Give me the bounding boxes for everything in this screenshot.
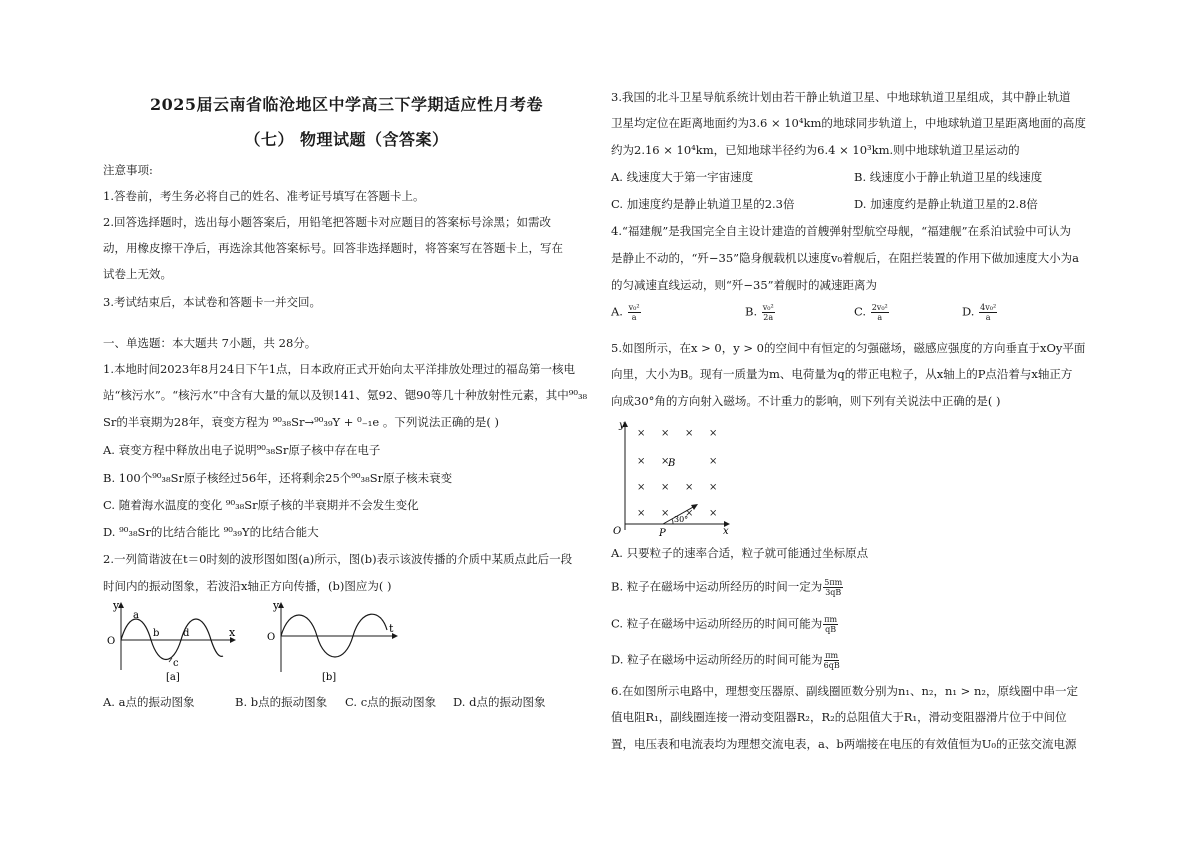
field-cross: ×: [685, 428, 694, 439]
point-b-label: b: [153, 628, 160, 639]
field-cross: ×: [661, 482, 670, 493]
question-4-text: 4.“福建舰”是我国完全自主设计建造的首艘弹射型航空母舰，“福建舰”在系泊试验中可认为: [611, 224, 1071, 238]
axis-y-label: y: [273, 600, 280, 612]
question-1-option-d: D. ⁹⁰₃₈Sr的比结合能比 ⁹⁰₃₉Y的比结合能大: [103, 525, 319, 539]
field-cross: ×: [661, 508, 670, 519]
field-cross: ×: [661, 456, 670, 467]
notice-item-2: 试卷上无效。: [103, 267, 172, 281]
axis-x-label: x: [229, 626, 236, 639]
question-1-text: 1.本地时间2023年8月24日下午1点，日本政府正式开始向太平洋排放处理过的福岛第一核电: [103, 362, 576, 376]
field-cross: ×: [637, 508, 646, 519]
axis-y-label: y: [619, 420, 625, 431]
wave-figure-a: [103, 600, 253, 686]
origin-label: O: [613, 526, 622, 537]
figure-b-caption: [b]: [322, 672, 337, 683]
question-5-option-d: D. 粒子在磁场中运动所经历的时间可能为 $\frac{\pi m}{6qB}$: [611, 651, 840, 670]
question-6-text: 6.在如图所示电路中，理想变压器原、副线圈匝数分别为n₁、n₂，n₁ > n₂，原线圈中串一定: [611, 684, 1078, 698]
question-1-text: 站“核污水”。“核污水”中含有大量的氚以及钡141、氪92、锶90等几十种放射性元素，其中⁹⁰₃₈: [103, 388, 588, 402]
question-1-text: Sr的半衰期为28年，衰变方程为 ⁹⁰₃₈Sr→⁹⁰₃₉Y + ⁰₋₁e 。下列说法正确的是( ): [103, 415, 499, 429]
page-title: 2025届云南省临沧地区中学高三下学期适应性月考卷: [149, 95, 544, 114]
question-3-option-d: D. 加速度约是静止轨道卫星的2.8倍: [854, 197, 1038, 211]
question-4-option-b: B. $\frac{\text{v₀²}}{2a}$: [745, 303, 774, 322]
field-cross: ×: [685, 482, 694, 493]
field-cross: ×: [709, 482, 718, 493]
field-cross: ×: [709, 508, 718, 519]
notice-item-2: 动，用橡皮擦干净后，再选涂其他答案标号。回答非选择题时，将答案写在答题卡上，写在: [103, 241, 563, 255]
notice-heading: 注意事项:: [103, 163, 153, 177]
question-2-option-b: B. b点的振动图象: [235, 695, 328, 709]
question-1-option-b: B. 100个⁹⁰₃₈Sr原子核经过56年，还将剩余25个⁹⁰₃₈Sr原子核未衰变: [103, 471, 453, 485]
origin-label: O: [267, 632, 276, 643]
question-1-option-a: A. 衰变方程中释放出电子说明⁹⁰₃₈Sr原子核中存在电子: [103, 443, 381, 457]
field-cross: ×: [637, 428, 646, 439]
point-d-label: d: [183, 628, 190, 639]
point-a-label: a: [133, 610, 139, 621]
angle-label: 30°: [674, 515, 689, 524]
field-cross: ×: [637, 456, 646, 467]
question-5-text: 向成30°角的方向射入磁场。不计重力的影响，则下列有关说法中正确的是( ): [611, 394, 1001, 408]
point-c-label: c: [173, 658, 179, 669]
notice-item-3: 3.考试结束后，本试卷和答题卡一并交回。: [103, 295, 321, 309]
wave-figure-b: [267, 600, 407, 686]
question-4-text: 的匀减速直线运动，则“歼−35”着舰时的减速距离为: [611, 278, 878, 292]
field-cross: ×: [709, 428, 718, 439]
question-4-text: 是静止不动的，“歼−35”隐身舰载机以速度v₀着舰后，在阻拦装置的作用下做加速度大小为a: [611, 251, 1079, 265]
question-6-text: 值电阻R₁，副线圈连接一滑动变阻器R₂，R₂的总阻值大于R₁，滑动变阻器滑片位于中间位: [611, 710, 1067, 724]
question-6-text: 置，电压表和电流表均为理想交流电表，a、b两端接在电压的有效值恒为U₀的正弦交流电源: [611, 737, 1077, 751]
question-3-option-b: B. 线速度小于静止轨道卫星的线速度: [854, 170, 1043, 184]
question-4-option-d: D. $\frac{\text{4v₀²}}{a}$: [962, 303, 997, 322]
question-5-option-a: A. 只要粒子的速率合适，粒子就可能通过坐标原点: [611, 546, 869, 560]
question-2-option-d: D. d点的振动图象: [453, 695, 546, 709]
notice-item-2: 2.回答选择题时，选出每小题答案后，用铅笔把答题卡对应题目的答案标号涂黑；如需改: [103, 215, 551, 229]
question-2-option-a: A. a点的振动图象: [103, 695, 195, 709]
magnetic-field-figure: [611, 418, 741, 538]
question-4-option-c: C. $\frac{\text{2v₀²}}{a}$: [854, 303, 888, 322]
question-1-option-c: C. 随着海水温度的变化 ⁹⁰₃₈Sr原子核的半衰期并不会发生变化: [103, 498, 419, 512]
field-cross: ×: [685, 508, 694, 519]
question-2-option-c: C. c点的振动图象: [345, 695, 437, 709]
field-cross: ×: [637, 482, 646, 493]
question-5-option-b: B. 粒子在磁场中运动所经历的时间一定为 $\frac{5\pi m}{3qB}$: [611, 578, 843, 597]
question-3-text: 卫星均定位在距离地面约为3.6 × 10⁴km的地球同步轨道上，中地球轨道卫星距离地面的高度: [611, 116, 1086, 130]
axis-y-label: y: [113, 600, 120, 612]
field-cross: ×: [709, 456, 718, 467]
axis-t-label: t: [389, 622, 394, 635]
question-4-option-a: A. $\frac{\text{v₀²}}{a}$: [611, 303, 640, 322]
figure-a-caption: [a]: [166, 672, 180, 683]
question-3-text: 约为2.16 × 10⁴km，已知地球半径约为6.4 × 10³km.则中地球轨道卫星运动的: [611, 143, 1020, 157]
question-5-option-c: C. 粒子在磁场中运动所经历的时间可能为 $\frac{\pi m}{qB}$: [611, 615, 838, 634]
page-subtitle: （七） 物理试题（含答案）: [244, 130, 449, 149]
axis-x-label: x: [723, 526, 729, 537]
field-cross: ×: [661, 428, 670, 439]
section-heading: 一、单选题：本大题共 7小题，共 28分。: [103, 336, 317, 350]
field-b-label: B: [668, 458, 676, 469]
question-5-text: 5.如图所示，在x > 0，y > 0的空间中有恒定的匀强磁场，磁感应强度的方向垂直于xOy平面: [611, 341, 1086, 355]
point-p-label: P: [659, 528, 666, 538]
question-3-option-a: A. 线速度大于第一宇宙速度: [611, 170, 754, 184]
question-2-text: 2.一列简谐波在t＝0时刻的波形图如图(a)所示，图(b)表示该波传播的介质中某质点此后一段: [103, 552, 573, 566]
question-3-option-c: C. 加速度约是静止轨道卫星的2.3倍: [611, 197, 795, 211]
origin-label: O: [107, 636, 116, 647]
question-5-text: 向里，大小为B。现有一质量为m、电荷量为q的带正电粒子，从x轴上的P点沿着与x轴正方: [611, 367, 1073, 381]
question-2-text: 时间内的振动图象，若波沿x轴正方向传播，(b)图应为( ): [103, 579, 392, 593]
notice-item-1: 1.答卷前，考生务必将自己的姓名、准考证号填写在答题卡上。: [103, 189, 425, 203]
question-3-text: 3.我国的北斗卫星导航系统计划由若干静止轨道卫星、中地球轨道卫星组成，其中静止轨道: [611, 90, 1071, 104]
